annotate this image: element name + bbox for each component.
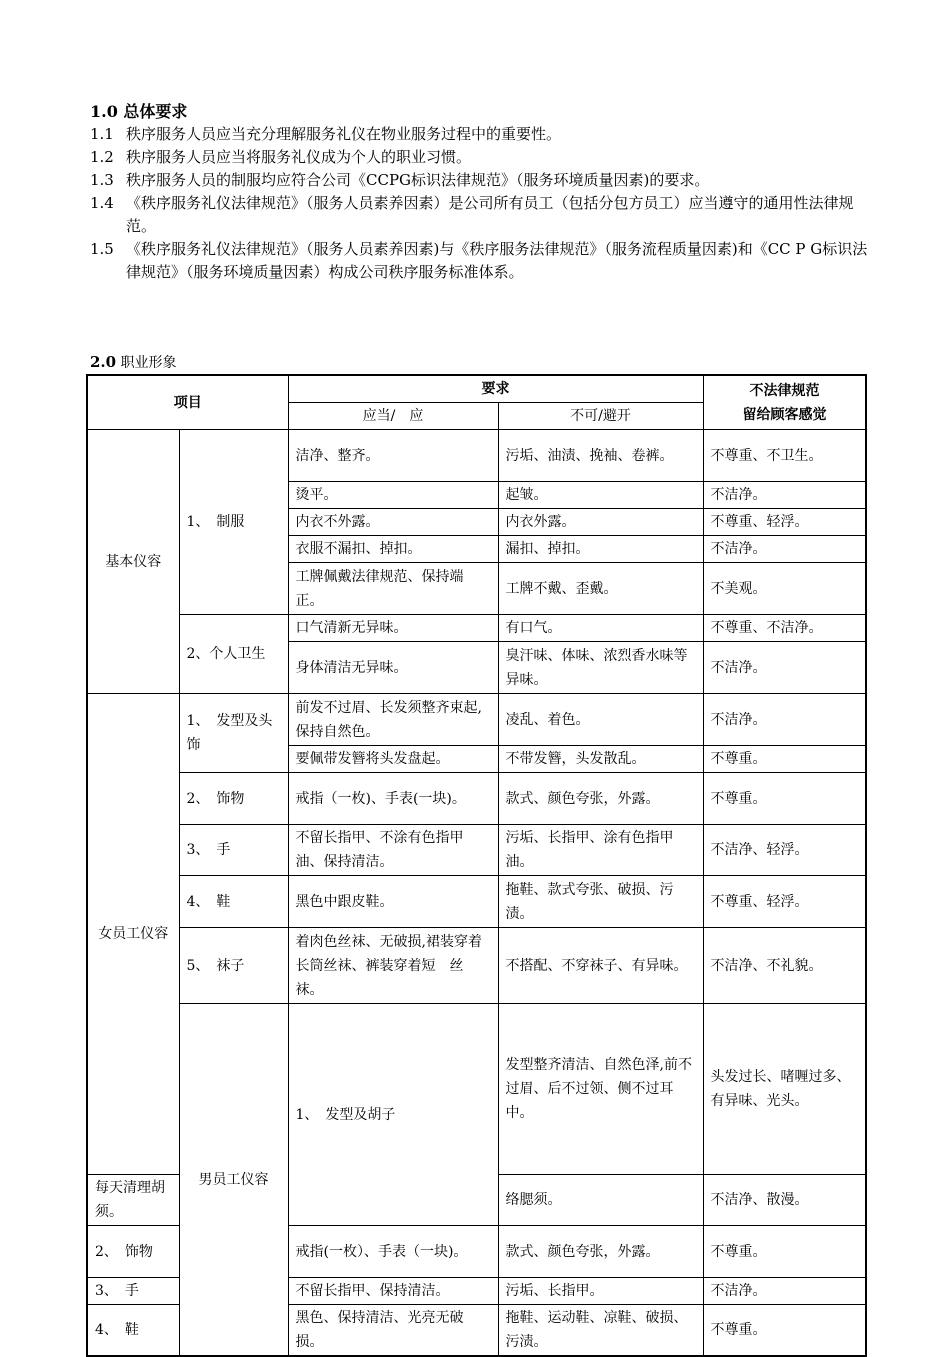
should-cell: 前发不过眉、长发须整齐束起,保持自然色。: [288, 694, 498, 746]
table-row: [87, 430, 866, 482]
should-not-cell: 络腮须。: [498, 1175, 703, 1226]
subcategory-cell: 3、 手: [179, 825, 288, 876]
table-row: [87, 615, 866, 642]
item-number: 1.2: [90, 148, 114, 166]
should-cell: 黑色、保持清洁、光亮无破损。: [288, 1305, 498, 1357]
impression-cell: 不尊重。: [703, 1226, 866, 1278]
subcategory-cell: 4、 鞋: [179, 876, 288, 928]
subcategory-cell: 1、 发型及胡子: [288, 1004, 498, 1226]
impression-cell: 不尊重。: [703, 1305, 866, 1357]
should-not-cell: 臭汗味、体味、浓烈香水味等异味。: [498, 642, 703, 694]
should-cell: 戒指（一枚)、手表(一块)。: [288, 773, 498, 825]
requirement-item: [90, 123, 880, 146]
category-cell: 女员工仪容: [87, 694, 179, 1175]
section-general-requirements: [90, 100, 880, 284]
should-not-cell: 起皱。: [498, 482, 703, 509]
should-not-cell: 款式、颜色夸张，外露。: [498, 773, 703, 825]
item-text: 秩序服务人员的制服均应符合公司《CCPG标识法律规范》（服务环境质量因素)的要求。: [126, 171, 710, 189]
should-cell: 戒指(一枚）、手表（一块)。: [288, 1226, 498, 1278]
should-not-cell: 污垢、长指甲、涂有色指甲油。: [498, 825, 703, 876]
item-text: 秩序服务人员应当将服务礼仪成为个人的职业习惯。: [126, 148, 472, 166]
should-cell: 着肉色丝袜、无破损,裙装穿着长筒丝袜、裤装穿着短 丝袜。: [288, 928, 498, 1004]
header-impression: [703, 375, 866, 430]
should-cell: 每天清理胡须。: [87, 1175, 179, 1226]
should-not-cell: 污垢、油渍、挽袖、卷裤。: [498, 430, 703, 482]
should-cell: 黑色中跟皮鞋。: [288, 876, 498, 928]
subcategory-cell: 5、 袜子: [179, 928, 288, 1004]
impression-cell: 不尊重、不洁净。: [703, 615, 866, 642]
impression-cell: 不尊重。: [703, 773, 866, 825]
requirement-item: [90, 192, 880, 238]
item-number: 1.3: [90, 171, 114, 189]
should-cell: 身体清洁无异味。: [288, 642, 498, 694]
impression-cell: 不洁净、不礼貌。: [703, 928, 866, 1004]
should-cell: 不留长指甲、保持清洁。: [288, 1278, 498, 1305]
should-cell: 洁净、整齐。: [288, 430, 498, 482]
should-not-cell: 头发过长、啫喱过多、有异味、光头。: [703, 1004, 866, 1175]
item-number: 1.5: [90, 240, 114, 258]
requirement-item: [90, 238, 880, 284]
subcategory-cell: 4、 鞋: [87, 1305, 179, 1357]
should-cell: 工牌佩戴法律规范、保持端正。: [288, 563, 498, 615]
impression-cell: 不尊重。: [703, 746, 866, 773]
impression-cell: 不尊重、轻浮。: [703, 876, 866, 928]
should-not-cell: 有口气。: [498, 615, 703, 642]
should-cell: 衣服不漏扣、掉扣。: [288, 536, 498, 563]
requirement-item: [90, 146, 880, 169]
should-not-cell: 款式、颜色夸张，外露。: [498, 1226, 703, 1278]
should-not-cell: 污垢、长指甲。: [498, 1278, 703, 1305]
table-row: [87, 773, 866, 825]
impression-cell: 不尊重、不卫生。: [703, 430, 866, 482]
section-title: 职业形象: [120, 355, 177, 371]
should-not-cell: 工牌不戴、歪戴。: [498, 563, 703, 615]
table-row: [87, 876, 866, 928]
should-cell: 发型整齐清洁、自然色泽,前不过眉、后不过领、侧不过耳中。: [498, 1004, 703, 1175]
should-cell: 内衣不外露。: [288, 509, 498, 536]
should-not-cell: 凌乱、着色。: [498, 694, 703, 746]
impression-cell: 不洁净。: [703, 536, 866, 563]
subcategory-cell: 2、 饰物: [179, 773, 288, 825]
subcategory-cell: 2、 饰物: [87, 1226, 179, 1278]
table-row: [87, 1004, 866, 1175]
should-not-cell: 拖鞋、款式夸张、破损、污渍。: [498, 876, 703, 928]
item-number: 1.1: [90, 125, 114, 143]
subcategory-cell: 1、 发型及头饰: [179, 694, 288, 773]
should-not-cell: 内衣外露。: [498, 509, 703, 536]
impression-cell: 不尊重、轻浮。: [703, 509, 866, 536]
header-should: 应当/ 应: [288, 403, 498, 430]
header-impression-line1: 不法律规范: [749, 382, 820, 399]
impression-cell: 不洁净。: [703, 1278, 866, 1305]
header-impression-line2: 留给顾客感觉: [742, 406, 827, 423]
section-heading: 1.0 总体要求: [90, 102, 188, 121]
item-text: 《秩序服务礼仪法律规范》（服务人员素养因素）是公司所有员工（包括分包方员工）应当遵守的通用性法律规范。: [126, 194, 854, 235]
impression-cell: 不洁净。: [703, 694, 866, 746]
should-cell: 不留长指甲、不涂有色指甲油、保持清洁。: [288, 825, 498, 876]
subcategory-cell: 1、 制服: [179, 430, 288, 615]
header-item: 项目: [87, 375, 288, 430]
should-not-cell: 漏扣、掉扣。: [498, 536, 703, 563]
impression-cell: 不洁净。: [703, 642, 866, 694]
subcategory-cell: 3、 手: [87, 1278, 179, 1305]
section-number: 2.0: [90, 353, 117, 371]
category-cell: 基本仪容: [87, 430, 179, 694]
item-text: 《秩序服务礼仪法律规范》（服务人员素养因素)与《秩序服务法律规范》（服务流程质量因素)和《CC P G标识法律规范》（服务环境质量因素）构成公司秩序服务标准体系。: [126, 240, 868, 281]
should-cell: 要佩带发簪将头发盘起。: [288, 746, 498, 773]
impression-cell: 不洁净、散漫。: [703, 1175, 866, 1226]
should-cell: 烫平。: [288, 482, 498, 509]
appearance-table: [86, 374, 867, 1357]
should-not-cell: 不带发簪，头发散乱。: [498, 746, 703, 773]
should-cell: 口气清新无异味。: [288, 615, 498, 642]
should-not-cell: 拖鞋、运动鞋、凉鞋、破损、污渍。: [498, 1305, 703, 1357]
table-header-row: [87, 375, 866, 403]
item-text: 秩序服务人员应当充分理解服务礼仪在物业服务过程中的重要性。: [126, 125, 562, 143]
section-heading-professional-image: [90, 352, 177, 372]
header-should-not: 不可/避开: [498, 403, 703, 430]
table-row: [87, 825, 866, 876]
requirement-item: [90, 169, 880, 192]
header-requirement: 要求: [288, 375, 703, 403]
table-row: [87, 694, 866, 746]
item-number: 1.4: [90, 194, 114, 212]
impression-cell: 不洁净、轻浮。: [703, 825, 866, 876]
impression-cell: 不美观。: [703, 563, 866, 615]
table-row: [87, 928, 866, 1004]
impression-cell: 不洁净。: [703, 482, 866, 509]
category-cell: 男员工仪容: [179, 1004, 288, 1357]
subcategory-cell: 2、个人卫生: [179, 615, 288, 694]
should-not-cell: 不搭配、不穿袜子、有异味。: [498, 928, 703, 1004]
